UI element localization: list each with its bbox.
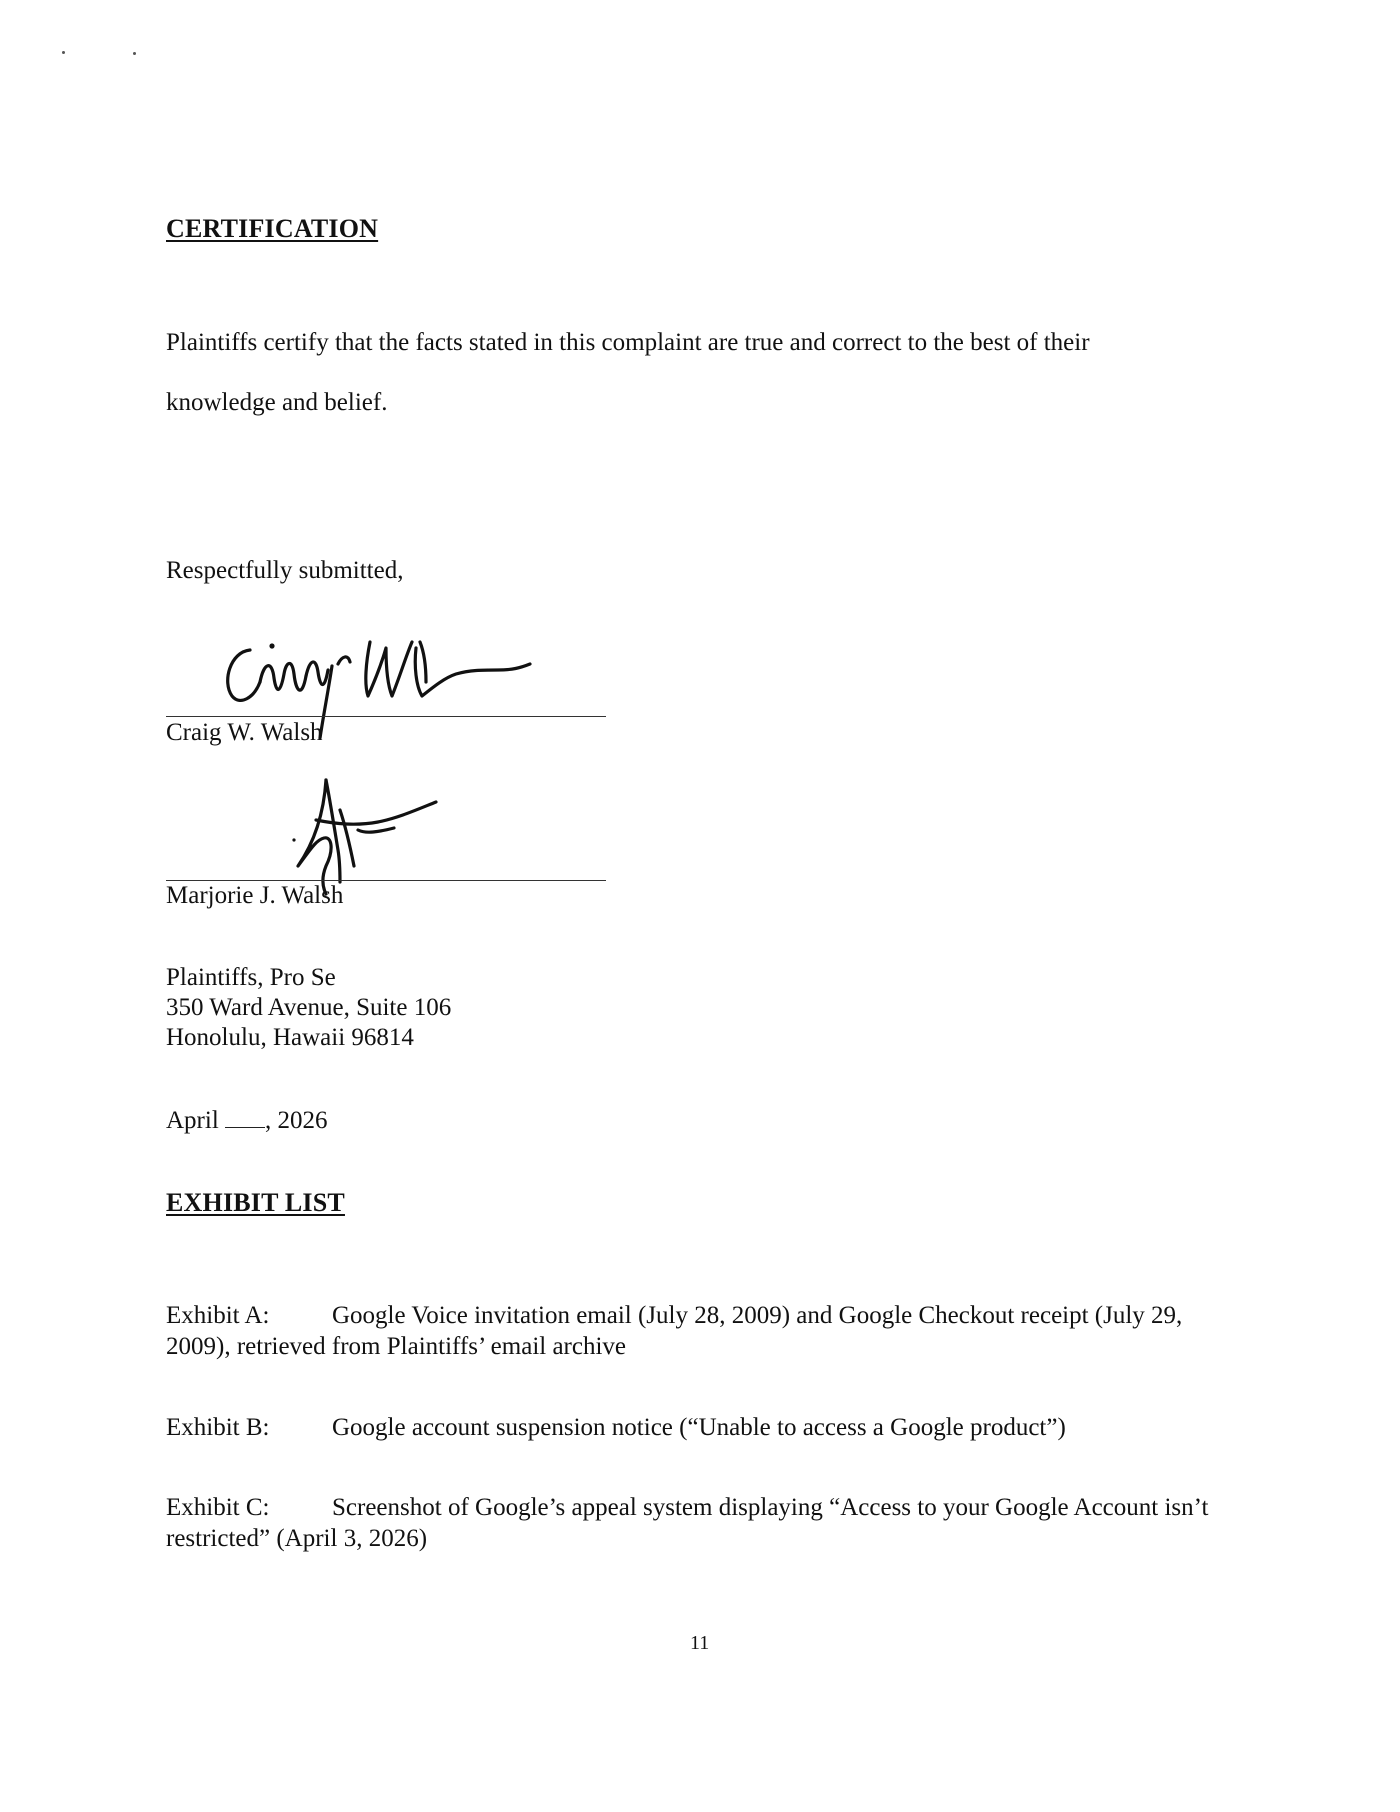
scan-speck <box>62 51 65 54</box>
exhibit-item <box>166 1492 1241 1554</box>
exhibit-tag: Exhibit A: <box>166 1302 270 1329</box>
address-city: Honolulu, Hawaii 96814 <box>166 1024 414 1051</box>
address-block <box>166 963 451 1053</box>
date-day-blank <box>225 1107 265 1128</box>
exhibit-description: Google Voice invitation email (July 28, 2009) and Google Checkout receipt (July 29, 2009), retrieved from Plaintiffs’ email archive <box>166 1302 1183 1360</box>
date-month: April <box>166 1107 219 1134</box>
exhibit-description: Google account suspension notice (“Unable to access a Google product”) <box>332 1414 1066 1441</box>
address-street: 350 Ward Avenue, Suite 106 <box>166 994 452 1021</box>
exhibit-item <box>166 1300 1241 1362</box>
exhibit-tag: Exhibit B: <box>166 1414 270 1441</box>
scan-speck <box>133 52 136 55</box>
certification-statement-line2: knowledge and belief. <box>166 389 388 416</box>
signer-name-craig: Craig W. Walsh <box>166 719 323 746</box>
exhibit-tag: Exhibit C: <box>166 1494 270 1521</box>
certification-statement-line1: Plaintiffs certify that the facts stated in this complaint are true and correct to the best of their <box>166 329 1090 356</box>
address-role: Plaintiffs, Pro Se <box>166 964 336 991</box>
signature-line-craig <box>166 716 606 717</box>
exhibit-item <box>166 1412 1241 1443</box>
page-number: 11 <box>690 1632 710 1654</box>
closing-text: Respectfully submitted, <box>166 557 404 584</box>
date-year: , 2026 <box>265 1107 328 1134</box>
certification-statement <box>166 313 1246 433</box>
signer-name-marjorie: Marjorie J. Walsh <box>166 882 344 909</box>
date-line <box>166 1106 328 1136</box>
exhibit-list-heading: EXHIBIT LIST <box>166 1188 345 1217</box>
exhibit-description: Screenshot of Google’s appeal system displaying “Access to your Google Account isn’t restricted” (April 3, 2026) <box>166 1494 1209 1552</box>
certification-heading: CERTIFICATION <box>166 214 379 243</box>
